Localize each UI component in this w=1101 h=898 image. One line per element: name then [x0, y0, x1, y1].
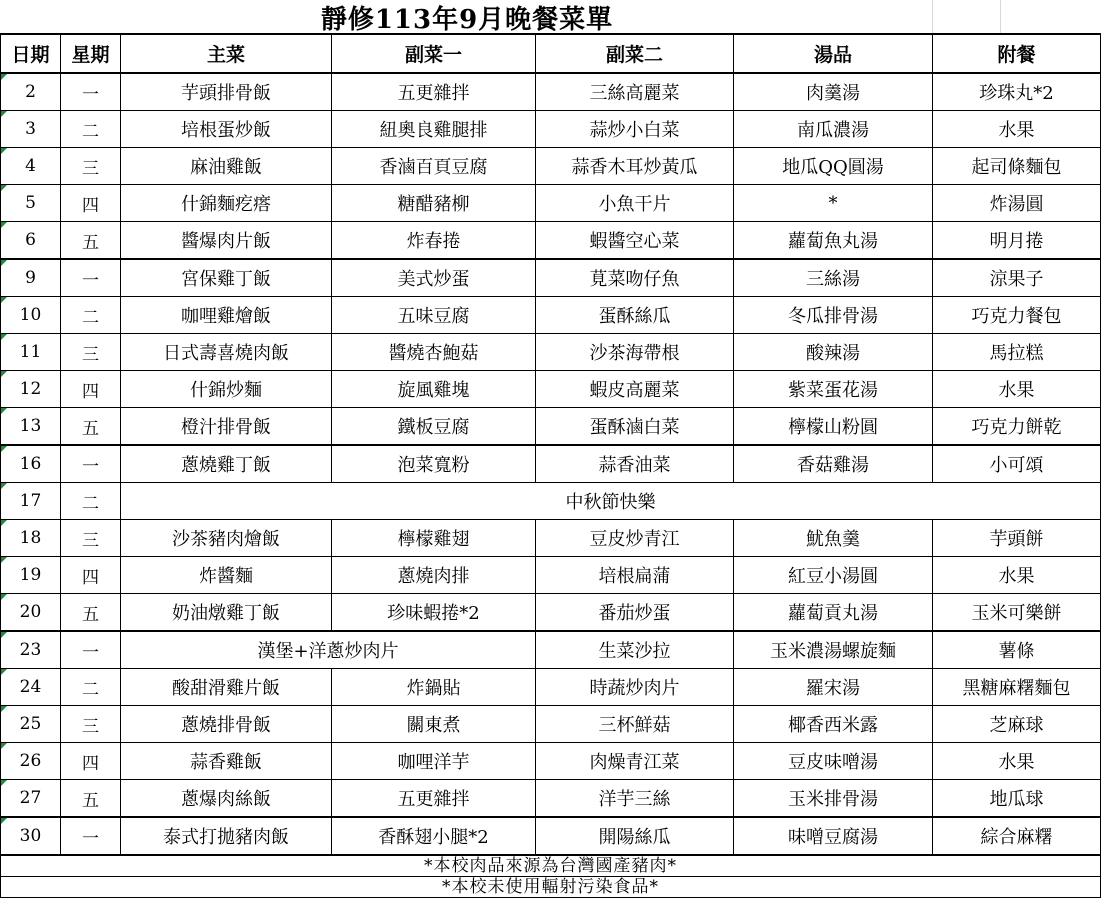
table-row	[1, 669, 1101, 706]
main-dish-cell: 蔥燒雞丁飯	[121, 445, 332, 483]
main-dish-cell: 炸醬麵	[121, 557, 332, 594]
table-row	[1, 73, 1101, 111]
soup-cell: 羅宋湯	[734, 669, 933, 706]
date-cell: 20	[1, 594, 61, 632]
weekday-cell: 四	[61, 185, 121, 222]
soup-cell: 味噌豆腐湯	[734, 817, 933, 855]
side-dish-2-cell: 豆皮炒青江	[536, 520, 734, 557]
weekday-cell: 三	[61, 520, 121, 557]
soup-cell: 魷魚羹	[734, 520, 933, 557]
main-dish-cell: 蔥爆肉絲飯	[121, 780, 332, 818]
date-cell: 17	[1, 483, 61, 520]
extra-cell: 巧克力餐包	[933, 297, 1101, 334]
table-row	[1, 483, 1101, 520]
extra-cell: 巧克力餅乾	[933, 408, 1101, 446]
table-row	[1, 706, 1101, 743]
soup-cell: 地瓜QQ圓湯	[734, 148, 933, 185]
side-dish-2-cell: 三杯鮮菇	[536, 706, 734, 743]
soup-cell: 紅豆小湯圓	[734, 557, 933, 594]
menu-body	[1, 73, 1101, 855]
table-row	[1, 259, 1101, 297]
soup-cell: 玉米排骨湯	[734, 780, 933, 818]
side-dish-2-cell: 三絲高麗菜	[536, 73, 734, 111]
main-dish-cell: 泰式打拋豬肉飯	[121, 817, 332, 855]
side-dish-2-cell: 蛋酥絲瓜	[536, 297, 734, 334]
table-row	[1, 520, 1101, 557]
date-cell: 3	[1, 111, 61, 148]
weekday-cell: 一	[61, 259, 121, 297]
weekday-cell: 五	[61, 594, 121, 632]
table-row	[1, 371, 1101, 408]
date-cell: 5	[1, 185, 61, 222]
side-dish-1-cell: 珍味蝦捲*2	[332, 594, 536, 632]
main-dish-cell: 日式壽喜燒肉飯	[121, 334, 332, 371]
side-dish-1-cell: 香滷百頁豆腐	[332, 148, 536, 185]
side-dish-2-cell: 時蔬炒肉片	[536, 669, 734, 706]
side-dish-1-cell: 咖哩洋芋	[332, 743, 536, 780]
main-dish-cell: 培根蛋炒飯	[121, 111, 332, 148]
date-cell: 16	[1, 445, 61, 483]
main-dish-cell: 奶油燉雞丁飯	[121, 594, 332, 632]
title-row-empty-cells	[932, 0, 1101, 33]
table-row	[1, 111, 1101, 148]
extra-cell: 珍珠丸*2	[933, 73, 1101, 111]
main-dish-cell: 蒜香雞飯	[121, 743, 332, 780]
extra-cell: 馬拉糕	[933, 334, 1101, 371]
side-dish-2-cell: 蒜炒小白菜	[536, 111, 734, 148]
extra-cell: 薯條	[933, 631, 1101, 669]
main-dish-cell: 酸甜滑雞片飯	[121, 669, 332, 706]
date-cell: 2	[1, 73, 61, 111]
weekday-cell: 一	[61, 631, 121, 669]
header-weekday: 星期	[61, 34, 121, 73]
date-cell: 9	[1, 259, 61, 297]
date-cell: 26	[1, 743, 61, 780]
side-dish-2-cell: 蝦皮高麗菜	[536, 371, 734, 408]
combined-main-side-cell: 漢堡+洋蔥炒肉片	[121, 631, 536, 669]
soup-cell: 冬瓜排骨湯	[734, 297, 933, 334]
soup-cell: 玉米濃湯螺旋麵	[734, 631, 933, 669]
side-dish-2-cell: 番茄炒蛋	[536, 594, 734, 632]
soup-cell: 酸辣湯	[734, 334, 933, 371]
extra-cell: 水果	[933, 557, 1101, 594]
side-dish-1-cell: 炸春捲	[332, 222, 536, 260]
weekday-cell: 一	[61, 73, 121, 111]
main-dish-cell: 沙茶豬肉燴飯	[121, 520, 332, 557]
weekday-cell: 四	[61, 371, 121, 408]
footnote-row	[1, 877, 1101, 898]
side-dish-1-cell: 鐵板豆腐	[332, 408, 536, 446]
date-cell: 25	[1, 706, 61, 743]
table-row	[1, 594, 1101, 632]
side-dish-2-cell: 培根扁蒲	[536, 557, 734, 594]
date-cell: 27	[1, 780, 61, 818]
date-cell: 19	[1, 557, 61, 594]
extra-cell: 芝麻球	[933, 706, 1101, 743]
weekday-cell: 一	[61, 445, 121, 483]
date-cell: 23	[1, 631, 61, 669]
table-row	[1, 780, 1101, 818]
soup-cell: 香菇雞湯	[734, 445, 933, 483]
soup-cell: 肉羹湯	[734, 73, 933, 111]
soup-cell: 三絲湯	[734, 259, 933, 297]
soup-cell: 蘿蔔貢丸湯	[734, 594, 933, 632]
weekday-cell: 二	[61, 483, 121, 520]
extra-cell: 黑糖麻糬麵包	[933, 669, 1101, 706]
date-cell: 30	[1, 817, 61, 855]
soup-cell: 蘿蔔魚丸湯	[734, 222, 933, 260]
extra-cell: 玉米可樂餅	[933, 594, 1101, 632]
side-dish-1-cell: 炸鍋貼	[332, 669, 536, 706]
weekday-cell: 三	[61, 334, 121, 371]
weekday-cell: 五	[61, 222, 121, 260]
extra-cell: 水果	[933, 371, 1101, 408]
weekday-cell: 二	[61, 297, 121, 334]
table-row	[1, 557, 1101, 594]
extra-cell: 水果	[933, 111, 1101, 148]
main-dish-cell: 什錦炒麵	[121, 371, 332, 408]
menu-table	[0, 33, 1101, 898]
side-dish-2-cell: 沙茶海帶根	[536, 334, 734, 371]
weekday-cell: 一	[61, 817, 121, 855]
side-dish-1-cell: 五味豆腐	[332, 297, 536, 334]
side-dish-2-cell: 洋芋三絲	[536, 780, 734, 818]
table-row	[1, 297, 1101, 334]
soup-cell: *	[734, 185, 933, 222]
main-dish-cell: 醬爆肉片飯	[121, 222, 332, 260]
side-dish-2-cell: 小魚干片	[536, 185, 734, 222]
side-dish-1-cell: 五更雜拌	[332, 73, 536, 111]
extra-cell: 炸湯圓	[933, 185, 1101, 222]
main-dish-cell: 宮保雞丁飯	[121, 259, 332, 297]
date-cell: 24	[1, 669, 61, 706]
date-cell: 18	[1, 520, 61, 557]
side-dish-2-cell: 蒜香油菜	[536, 445, 734, 483]
table-row	[1, 445, 1101, 483]
side-dish-1-cell: 旋風雞塊	[332, 371, 536, 408]
side-dish-2-cell: 蛋酥滷白菜	[536, 408, 734, 446]
header-soup: 湯品	[734, 34, 933, 73]
extra-cell: 綜合麻糬	[933, 817, 1101, 855]
date-cell: 4	[1, 148, 61, 185]
extra-cell: 明月捲	[933, 222, 1101, 260]
table-row	[1, 148, 1101, 185]
weekday-cell: 五	[61, 408, 121, 446]
extra-cell: 水果	[933, 743, 1101, 780]
extra-cell: 芋頭餅	[933, 520, 1101, 557]
weekday-cell: 三	[61, 706, 121, 743]
table-row	[1, 817, 1101, 855]
table-row	[1, 334, 1101, 371]
soup-cell: 紫菜蛋花湯	[734, 371, 933, 408]
side-dish-2-cell: 蝦醬空心菜	[536, 222, 734, 260]
side-dish-1-cell: 泡菜寬粉	[332, 445, 536, 483]
table-row	[1, 743, 1101, 780]
side-dish-2-cell: 蒜香木耳炒黃瓜	[536, 148, 734, 185]
weekday-cell: 四	[61, 557, 121, 594]
main-dish-cell: 麻油雞飯	[121, 148, 332, 185]
gridline	[1000, 0, 1001, 33]
extra-cell: 起司條麵包	[933, 148, 1101, 185]
extra-cell: 小可頌	[933, 445, 1101, 483]
weekday-cell: 四	[61, 743, 121, 780]
main-dish-cell: 什錦麵疙瘩	[121, 185, 332, 222]
header-row	[1, 34, 1101, 73]
side-dish-1-cell: 糖醋豬柳	[332, 185, 536, 222]
date-cell: 6	[1, 222, 61, 260]
side-dish-1-cell: 紐奧良雞腿排	[332, 111, 536, 148]
main-dish-cell: 芋頭排骨飯	[121, 73, 332, 111]
date-cell: 11	[1, 334, 61, 371]
footnote-pork-origin: *本校肉品來源為台灣國產豬肉*	[1, 855, 1101, 877]
side-dish-2-cell: 開陽絲瓜	[536, 817, 734, 855]
side-dish-1-cell: 香酥翅小腿*2	[332, 817, 536, 855]
extra-cell: 地瓜球	[933, 780, 1101, 818]
date-cell: 13	[1, 408, 61, 446]
side-dish-2-cell: 生菜沙拉	[536, 631, 734, 669]
table-row	[1, 631, 1101, 669]
footnote-radiation: *本校未使用輻射污染食品*	[1, 877, 1101, 898]
side-dish-1-cell: 檸檬雞翅	[332, 520, 536, 557]
soup-cell: 豆皮味噌湯	[734, 743, 933, 780]
extra-cell: 涼果子	[933, 259, 1101, 297]
header-date: 日期	[1, 34, 61, 73]
side-dish-1-cell: 關東煮	[332, 706, 536, 743]
side-dish-1-cell: 美式炒蛋	[332, 259, 536, 297]
weekday-cell: 二	[61, 111, 121, 148]
date-cell: 10	[1, 297, 61, 334]
side-dish-1-cell: 五更雜拌	[332, 780, 536, 818]
table-row	[1, 185, 1101, 222]
side-dish-2-cell: 莧菜吻仔魚	[536, 259, 734, 297]
side-dish-1-cell: 醬燒杏鮑菇	[332, 334, 536, 371]
header-main-dish: 主菜	[121, 34, 332, 73]
table-row	[1, 408, 1101, 446]
main-dish-cell: 蔥燒排骨飯	[121, 706, 332, 743]
soup-cell: 椰香西米露	[734, 706, 933, 743]
header-side-dish-1: 副菜一	[332, 34, 536, 73]
soup-cell: 南瓜濃湯	[734, 111, 933, 148]
side-dish-2-cell: 肉燥青江菜	[536, 743, 734, 780]
side-dish-1-cell: 蔥燒肉排	[332, 557, 536, 594]
menu-title: 靜修113年9月晚餐菜單	[320, 5, 614, 35]
footnote-row	[1, 855, 1101, 877]
table-row	[1, 222, 1101, 260]
holiday-cell: 中秋節快樂	[121, 483, 1101, 520]
date-cell: 12	[1, 371, 61, 408]
weekday-cell: 三	[61, 148, 121, 185]
weekday-cell: 二	[61, 669, 121, 706]
main-dish-cell: 咖哩雞燴飯	[121, 297, 332, 334]
weekday-cell: 五	[61, 780, 121, 818]
main-dish-cell: 橙汁排骨飯	[121, 408, 332, 446]
soup-cell: 檸檬山粉圓	[734, 408, 933, 446]
header-extra: 附餐	[933, 34, 1101, 73]
header-side-dish-2: 副菜二	[536, 34, 734, 73]
